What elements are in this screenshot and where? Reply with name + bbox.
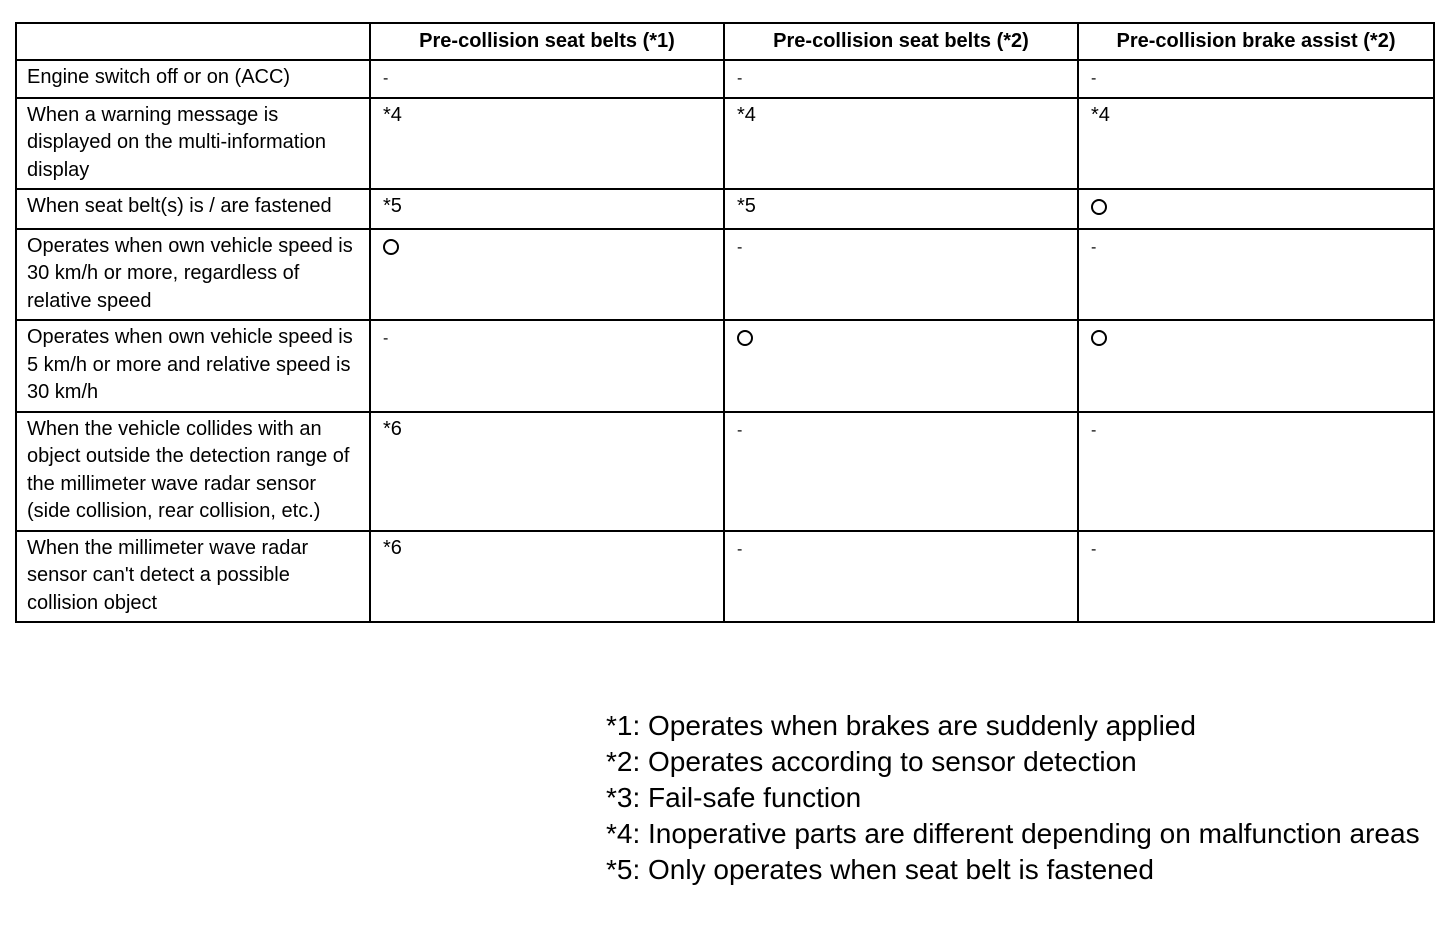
footnote-ref: *6: [383, 417, 402, 440]
circle-icon: [1091, 330, 1107, 346]
conditions-table: [15, 22, 1435, 623]
status-cell: [724, 60, 1078, 98]
status-cell: [724, 98, 1078, 190]
condition-cell: When seat belt(s) is / are fastened: [16, 189, 370, 229]
status-cell: [1078, 98, 1434, 190]
header-row: [16, 23, 1434, 60]
status-cell: [370, 412, 724, 531]
status-cell: [1078, 229, 1434, 321]
condition-cell: When the millimeter wave radar sensor can't detect a possible collision object: [16, 531, 370, 623]
dash-mark: -: [737, 70, 743, 87]
footnotes: [606, 708, 1426, 888]
table-row: [16, 531, 1434, 623]
footnote-ref: *5: [737, 195, 756, 217]
dash-mark: -: [383, 70, 389, 87]
table-row: [16, 412, 1434, 531]
status-cell: [370, 229, 724, 321]
circle-icon: [1091, 199, 1107, 215]
status-cell: [724, 320, 1078, 412]
status-cell: [370, 531, 724, 623]
header-precollision-seat-belts-1: Pre-collision seat belts (*1): [370, 23, 724, 60]
status-cell: [370, 98, 724, 190]
table-row: [16, 98, 1434, 190]
dash-mark: -: [737, 238, 743, 256]
table-row: [16, 60, 1434, 98]
condition-cell: Engine switch off or on (ACC): [16, 60, 370, 98]
header-precollision-brake-assist-2: Pre-collision brake assist (*2): [1078, 23, 1434, 60]
status-cell: [724, 229, 1078, 321]
dash-mark: -: [737, 421, 743, 439]
header-precollision-seat-belts-2: Pre-collision seat belts (*2): [724, 23, 1078, 60]
table-row: [16, 189, 1434, 229]
footnote-ref: *4: [383, 103, 402, 126]
header-corner-cell: [16, 23, 370, 60]
footnote-ref: *4: [737, 103, 756, 126]
status-cell: [370, 60, 724, 98]
status-cell: [1078, 60, 1434, 98]
table-body: [16, 60, 1434, 622]
status-cell: [1078, 531, 1434, 623]
status-cell: [724, 412, 1078, 531]
dash-mark: -: [1091, 540, 1097, 558]
table-row: [16, 229, 1434, 321]
footnote-ref: *6: [383, 536, 402, 559]
status-cell: [1078, 320, 1434, 412]
footnote-ref: *5: [383, 195, 402, 217]
dash-mark: -: [1091, 421, 1097, 439]
circle-icon: [737, 330, 753, 346]
dash-mark: -: [737, 540, 743, 558]
footnote: *2: Operates according to sensor detection: [606, 746, 1137, 777]
circle-icon: [383, 239, 399, 255]
dash-mark: -: [383, 330, 389, 347]
condition-cell: When the vehicle collides with an object outside the detection range of the millimeter wave radar sensor (side collision, rear collision, etc.): [16, 412, 370, 531]
footnote: *3: Fail-safe function: [606, 782, 862, 813]
footnote-ref: *4: [1091, 103, 1110, 126]
status-cell: [370, 320, 724, 412]
status-cell: [1078, 412, 1434, 531]
status-cell: [1078, 189, 1434, 229]
status-cell: [370, 189, 724, 229]
status-cell: [724, 531, 1078, 623]
footnote: *4: Inoperative parts are different depending on malfunction areas: [606, 818, 1420, 849]
condition-cell: When a warning message is displayed on the multi-information display: [16, 98, 370, 190]
dash-mark: -: [1091, 70, 1097, 87]
dash-mark: -: [1091, 238, 1097, 256]
condition-cell: Operates when own vehicle speed is 30 km/h or more, regardless of relative speed: [16, 229, 370, 321]
table-row: [16, 320, 1434, 412]
footnote: *1: Operates when brakes are suddenly applied: [606, 710, 1196, 741]
status-cell: [724, 189, 1078, 229]
condition-cell: Operates when own vehicle speed is 5 km/h or more and relative speed is 30 km/h: [16, 320, 370, 412]
footnote: *5: Only operates when seat belt is fastened: [606, 854, 1154, 885]
